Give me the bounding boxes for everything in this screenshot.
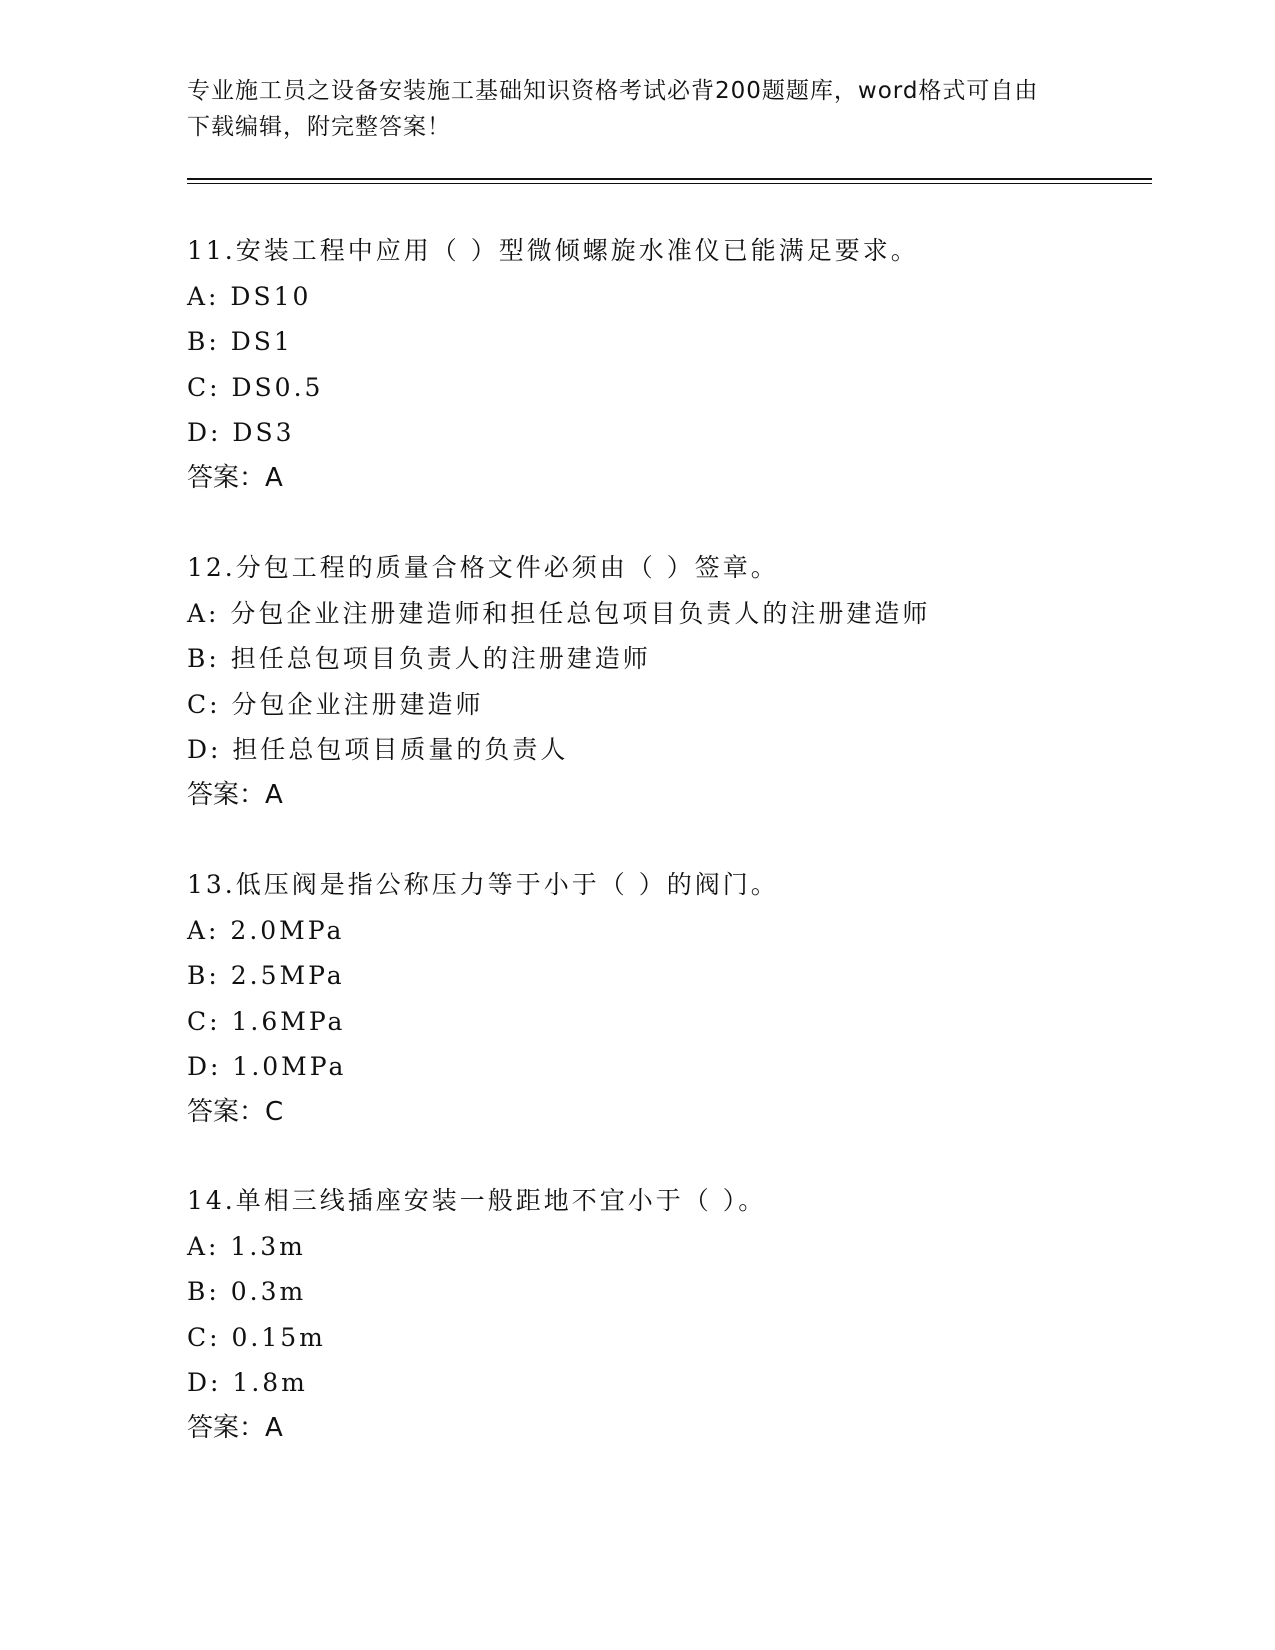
option-d: D: DS3 [187,418,295,447]
option-c: C: 分包企业注册建造师 [187,689,484,719]
option-b: B: 2.5MPa [187,961,345,990]
header-line-1: 专业施工员之设备安装施工基础知识资格考试必背200题题库，word格式可自由 [187,78,1039,104]
option-d: D: 担任总包项目质量的负责人 [187,735,569,764]
question-title: 14.单相三线插座安装一般距地不宜小于（ ）。 [187,1186,767,1215]
answer-line: 答案：C [187,1096,284,1127]
option-b: B: 担任总包项目负责人的注册建造师 [187,644,651,673]
answer-line: 答案：A [187,1412,283,1443]
option-d: D: 1.0MPa [187,1052,347,1081]
option-a: A: DS10 [187,281,312,311]
question-block-14 [187,1178,1147,1451]
question-block-12 [187,545,1147,818]
question-block-11 [187,228,1147,501]
option-a: A: 2.0MPa [187,915,345,945]
header-rule-thin [187,183,1152,184]
option-b: B: 0.3m [187,1277,307,1306]
question-block-13 [187,862,1147,1135]
option-c: C: 0.15m [187,1322,326,1352]
answer-line: 答案：A [187,462,283,493]
option-a: A: 1.3m [187,1231,306,1261]
option-d: D: 1.8m [187,1368,308,1397]
option-c: C: DS0.5 [187,372,324,402]
question-title: 11.安装工程中应用（ ）型微倾螺旋水准仪已能满足要求。 [187,236,919,265]
option-a: A: 分包企业注册建造师和担任总包项目负责人的注册建造师 [187,598,931,628]
question-title: 12.分包工程的质量合格文件必须由（ ）签章。 [187,553,779,582]
header-rule-thick [187,178,1152,180]
option-c: C: 1.6MPa [187,1006,346,1036]
option-b: B: DS1 [187,327,293,356]
header-line-2: 下载编辑，附完整答案！ [187,114,451,140]
answer-line: 答案：A [187,779,283,810]
document-header [187,73,1067,145]
question-title: 13.低压阀是指公称压力等于小于（ ）的阀门。 [187,870,779,899]
